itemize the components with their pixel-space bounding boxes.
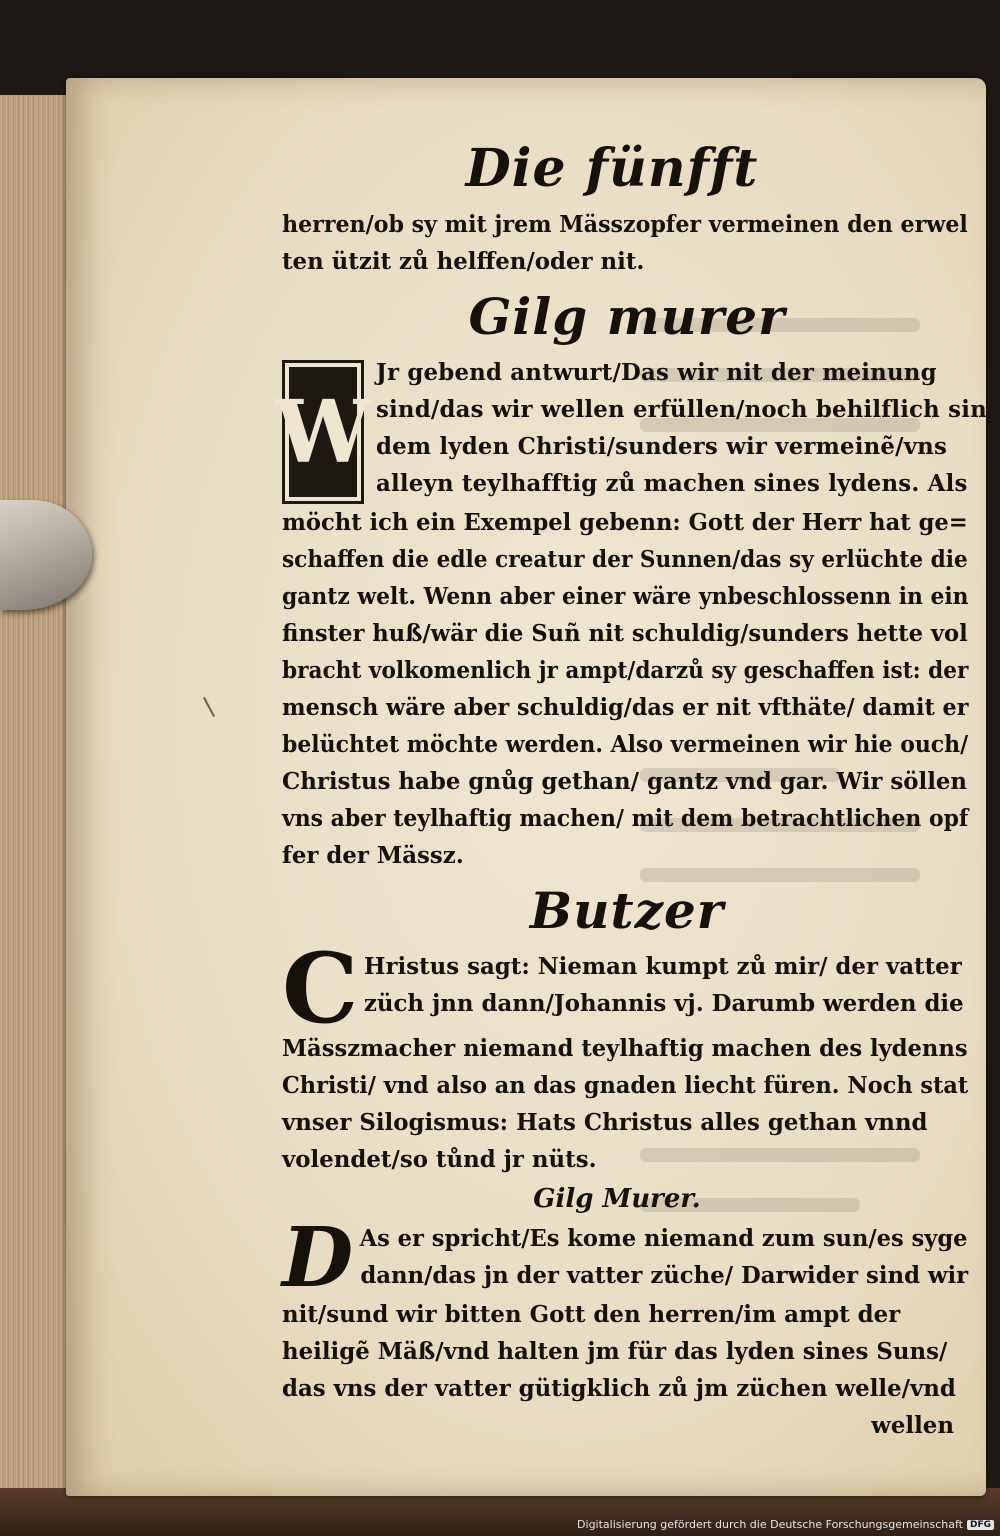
text-line: bracht volkomenlich jr ampt/darzů sy geschaffen ist: der	[282, 657, 969, 684]
section-gilg-murer	[274, 354, 987, 504]
decorated-initial-w: W	[282, 360, 364, 504]
text-line: dann/das jn der vatter züche/ Darwider sind wir	[360, 1262, 969, 1289]
text-line: herren/ob sy mit jrem Mässzopfer vermeinen den erwel	[282, 211, 968, 238]
text-line: finster huß/wär die Suñ nit schuldig/sunders hette vol	[282, 620, 968, 647]
text-line: nit/sund wir bitten Gott den herren/im ampt der	[282, 1301, 901, 1328]
text-line: schaffen die edle creatur der Sunnen/das sy erlüchte die	[282, 546, 968, 573]
speaker-heading-gilg-murer: Gilg murer	[468, 287, 786, 346]
text-line: fer der Mässz.	[282, 842, 464, 869]
text-line: heiligẽ Mäß/vnd halten jm für das lyden sines Suns/	[282, 1338, 948, 1365]
initial-c: C	[282, 932, 359, 1045]
indented-lines	[376, 354, 991, 502]
digitization-credit	[577, 1518, 994, 1531]
text-line: vns aber teylhaftig machen/ mit dem betrachtlichen opf	[282, 805, 969, 832]
credit-text: Digitalisierung gefördert durch die Deutsche Forschungsgemeinschaft	[577, 1518, 963, 1531]
running-head: Die fünfft	[465, 138, 759, 199]
catchword: wellen	[871, 1412, 954, 1439]
text-line: dem lyden Christi/sunders wir vermeinẽ/vns	[376, 433, 948, 460]
text-line: Jr gebend antwurt/Das wir nit der meinung	[376, 359, 937, 386]
section-gilg-murer-body	[282, 504, 972, 874]
text-line: volendet/so tůnd jr nüts.	[282, 1146, 597, 1173]
text-line: ten ützit zů helffen/oder nit.	[282, 248, 645, 275]
section-gilg-murer-2	[282, 1210, 972, 1444]
text-line: das vns der vatter gütigklich zů jm züchen welle/vnd	[282, 1375, 956, 1402]
text-line: Hristus sagt: Nieman kumpt zů mir/ der vatter	[363, 953, 962, 980]
opening-paragraph	[282, 206, 972, 280]
text-line: möcht ich ein Exempel gebenn: Gott der Herr hat ge=	[282, 509, 968, 536]
text-line: vnser Silogismus: Hats Christus alles gethan vnnd	[282, 1109, 928, 1136]
text-line: As er spricht/Es kome niemand zum sun/es syge	[359, 1225, 968, 1252]
text-line: mensch wäre aber schuldig/das er nit vfthäte/ damit er	[282, 694, 969, 721]
speaker-heading-butzer: Butzer	[529, 881, 725, 940]
section-butzer	[282, 932, 972, 1178]
text-line: gantz welt. Wenn aber einer wäre ynbeschlossenn in ein	[282, 583, 969, 610]
text-line: züch jnn dann/Johannis vj. Darumb werden die	[363, 990, 964, 1017]
page-text	[274, 132, 987, 1444]
text-line: alleyn teylhafftig zů machen sines lydens. Als	[376, 470, 968, 497]
text-line: Mässzmacher niemand teylhaftig machen des lydenns	[282, 1035, 968, 1062]
text-line: sind/das wir wellen erfüllen/noch behilflich sin	[376, 396, 987, 423]
speaker-heading-gilg-murer-2: Gilg Murer.	[533, 1184, 701, 1214]
text-line: Christus habe gnůg gethan/ gantz vnd gar. Wir söllen	[282, 768, 968, 795]
dfg-logo-icon: DFG	[967, 1520, 994, 1530]
text-line: Christi/ vnd also an das gnaden liecht füren. Noch stat	[282, 1072, 969, 1099]
initial-d: D	[282, 1210, 354, 1306]
text-line: belüchtet möchte werden. Also vermeinen wir hie ouch/	[282, 731, 969, 758]
